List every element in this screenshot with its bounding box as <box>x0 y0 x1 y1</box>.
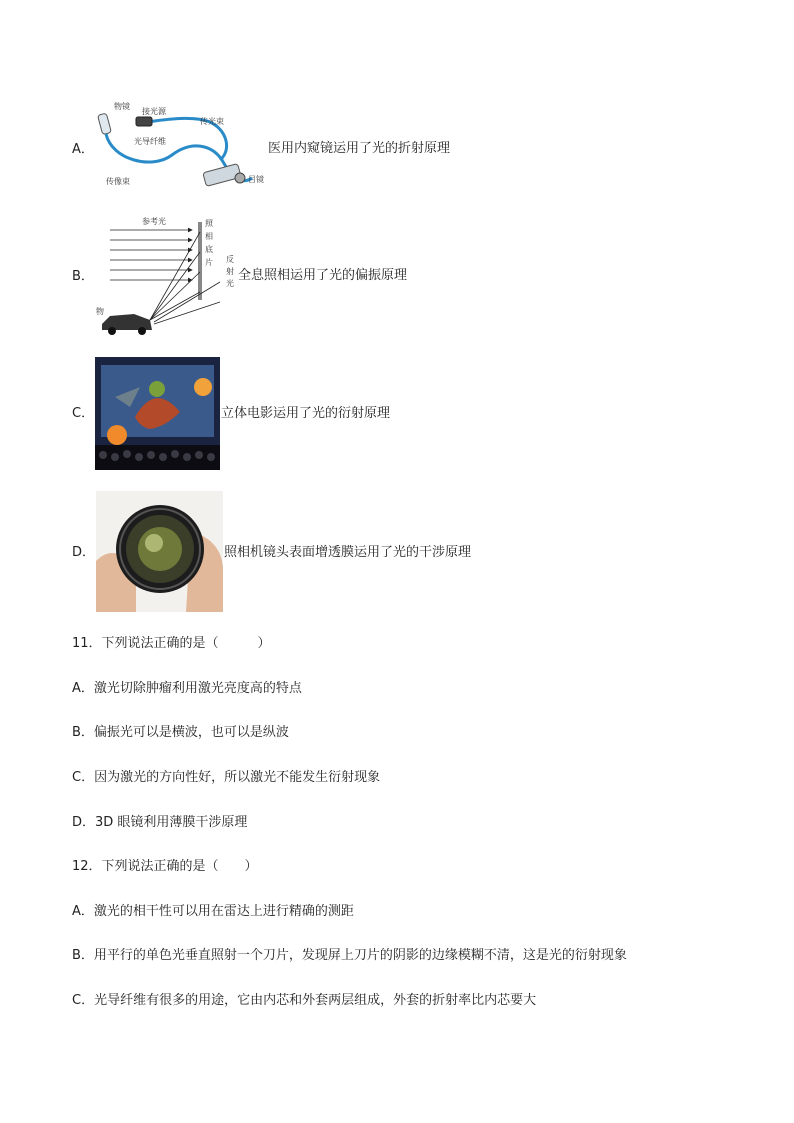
label-film-4: 片 <box>205 258 213 267</box>
3d-movie-photo <box>95 357 220 470</box>
option-d-letter: D． <box>72 545 96 560</box>
q11-option-c: C．因为激光的方向性好，所以激光不能发生衍射现象 <box>72 770 381 785</box>
option-c-text: 立体电影运用了光的衍射原理 <box>221 406 391 421</box>
q11-option-d: D．3D 眼镜利用薄膜干涉原理 <box>72 815 248 830</box>
label-light-beam: 传光束 <box>200 117 224 126</box>
option-a-text: 医用内窥镜运用了光的折射原理 <box>268 141 451 156</box>
label-eyepiece: 目镜 <box>248 175 264 184</box>
label-reflected-1: 反 <box>226 255 234 264</box>
q11-option-a: A．激光切除肿瘤利用激光亮度高的特点 <box>72 681 302 696</box>
label-reflected-2: 射 <box>226 267 234 276</box>
q11-stem: 11．下列说法正确的是（ ） <box>72 636 271 651</box>
label-image-beam: 传像束 <box>106 177 130 186</box>
label-film-1: 照 <box>205 219 213 228</box>
label-object: 物 <box>96 307 104 316</box>
hologram-figure <box>92 212 242 338</box>
option-b-letter: B． <box>72 269 94 284</box>
option-c-letter: C． <box>72 406 95 421</box>
label-connector: 接光源 <box>142 107 166 116</box>
option-d-text: 照相机镜头表面增透膜运用了光的干涉原理 <box>224 545 472 560</box>
q12-option-c: C．光导纤维有很多的用途，它由内芯和外套两层组成，外套的折射率比内芯要大 <box>72 993 537 1008</box>
camera-lens-photo <box>96 491 223 612</box>
q12-option-a: A．激光的相干性可以用在雷达上进行精确的测距 <box>72 904 354 919</box>
label-objective: 物镜 <box>114 102 130 111</box>
endoscope-figure <box>92 100 272 192</box>
q12-stem: 12．下列说法正确的是（ ） <box>72 859 258 874</box>
label-film-3: 底 <box>205 245 213 254</box>
q12-option-b: B．用平行的单色光垂直照射一个刀片，发现屏上刀片的阴影的边缘模糊不清，这是光的衍射现象 <box>72 948 627 963</box>
option-a-letter: A． <box>72 142 94 157</box>
label-fiber: 光导纤维 <box>134 137 166 146</box>
label-reflected-3: 光 <box>226 279 234 288</box>
option-b-text: 全息照相运用了光的偏振原理 <box>238 268 408 283</box>
q11-option-b: B．偏振光可以是横波，也可以是纵波 <box>72 725 289 740</box>
label-reference: 参考光 <box>142 217 166 226</box>
label-film-2: 相 <box>205 232 213 241</box>
